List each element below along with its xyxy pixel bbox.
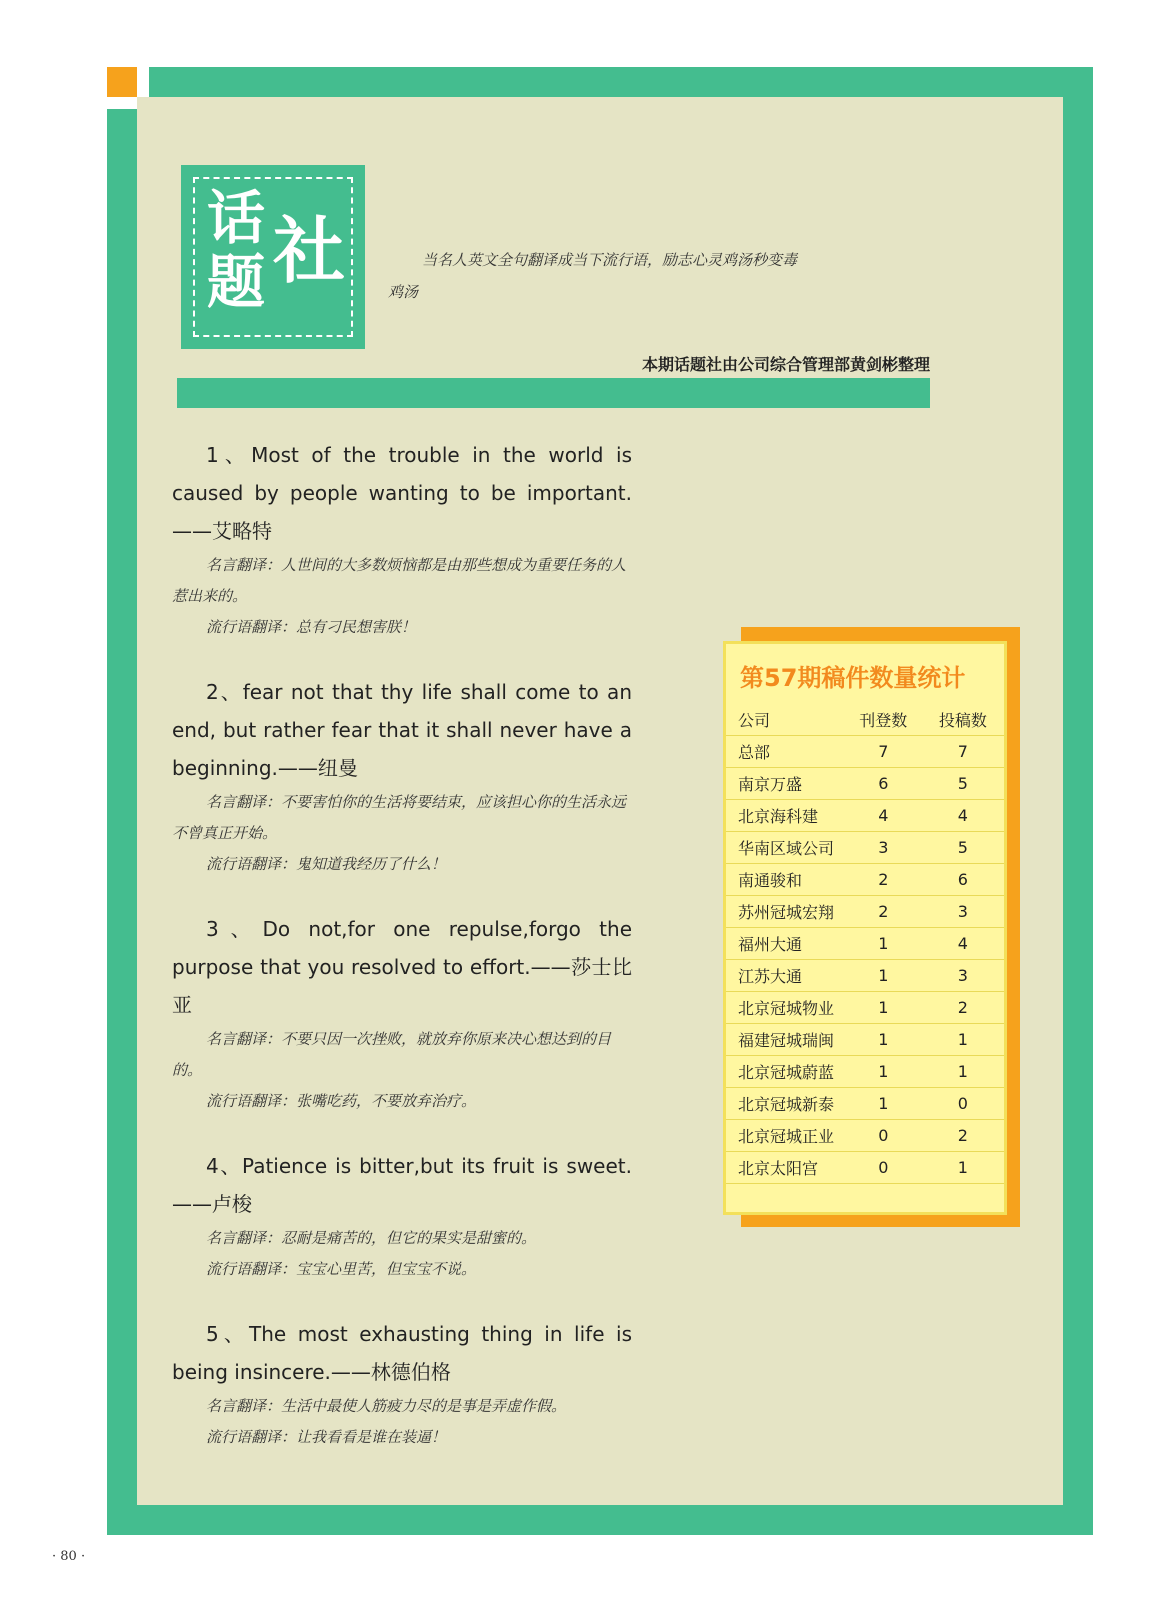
quote-item xyxy=(172,910,632,1117)
quote-item xyxy=(172,673,632,880)
stats-row xyxy=(726,960,1004,992)
cell-company: 南通骏和 xyxy=(726,864,845,896)
quote-english: 1、Most of the trouble in the world is caused by people wanting to be important.——艾略特 xyxy=(172,443,632,543)
stats-title: 第57期稿件数量统计 xyxy=(740,664,966,692)
cell-published: 4 xyxy=(845,800,922,832)
cell-submitted: 5 xyxy=(922,768,1004,800)
stats-row xyxy=(726,1024,1004,1056)
quote-item xyxy=(172,436,632,643)
cell-submitted: 7 xyxy=(922,736,1004,768)
stats-row xyxy=(726,736,1004,768)
quote-famous-translation: 名言翻译：忍耐是痛苦的，但它的果实是甜蜜的。 xyxy=(206,1229,537,1247)
cell-published: 2 xyxy=(845,896,922,928)
cell-submitted: 1 xyxy=(922,1152,1004,1184)
cell-published: 1 xyxy=(845,1024,922,1056)
cell-published: 7 xyxy=(845,736,922,768)
cell-submitted: 0 xyxy=(922,1088,1004,1120)
cell-published: 1 xyxy=(845,960,922,992)
cell-company: 福建冠城瑞闽 xyxy=(726,1024,845,1056)
cell-published: 0 xyxy=(845,1120,922,1152)
header-company: 公司 xyxy=(726,704,845,736)
cell-company: 北京冠城新泰 xyxy=(726,1088,845,1120)
cell-submitted: 3 xyxy=(922,896,1004,928)
cell-published: 3 xyxy=(845,832,922,864)
header-divider-bar xyxy=(177,378,930,408)
cell-company: 总部 xyxy=(726,736,845,768)
stats-row xyxy=(726,1152,1004,1184)
header-published: 刊登数 xyxy=(845,704,922,736)
intro-text: 当名人英文全句翻译成当下流行语，励志心灵鸡汤秒变毒鸡汤 xyxy=(388,251,798,301)
page-number: · 80 · xyxy=(52,1549,86,1564)
quote-famous-translation: 名言翻译：人世间的大多数烦恼都是由那些想成为重要任务的人惹出来的。 xyxy=(172,556,627,605)
cell-submitted: 5 xyxy=(922,832,1004,864)
quote-famous-translation: 名言翻译：不要只因一次挫败，就放弃你原来决心想达到的目的。 xyxy=(172,1030,612,1079)
cell-published: 1 xyxy=(845,1056,922,1088)
cell-company: 苏州冠城宏翔 xyxy=(726,896,845,928)
stats-row xyxy=(726,928,1004,960)
header-submitted: 投稿数 xyxy=(922,704,1004,736)
cell-submitted: 2 xyxy=(922,1120,1004,1152)
cell-published: 0 xyxy=(845,1152,922,1184)
cell-company: 福州大通 xyxy=(726,928,845,960)
cell-submitted: 2 xyxy=(922,992,1004,1024)
cell-company: 南京万盛 xyxy=(726,768,845,800)
quote-popular-translation: 流行语翻译：总有刁民想害朕！ xyxy=(206,618,417,636)
quote-popular-translation: 流行语翻译：鬼知道我经历了什么！ xyxy=(206,855,447,873)
stats-row xyxy=(726,1120,1004,1152)
submission-stats-box xyxy=(723,641,1007,1215)
stats-row xyxy=(726,832,1004,864)
quote-famous-translation: 名言翻译：不要害怕你的生活将要结束，应该担心你的生活永远不曾真正开始。 xyxy=(172,793,627,842)
quote-english: 3、Do not,for one repulse,forgo the purpose that you resolved to effort.——莎士比亚 xyxy=(172,917,632,1017)
corner-gap xyxy=(137,67,149,97)
cell-published: 1 xyxy=(845,992,922,1024)
cell-published: 1 xyxy=(845,928,922,960)
quote-item xyxy=(172,1315,632,1453)
quote-popular-translation: 流行语翻译：宝宝心里苦，但宝宝不说。 xyxy=(206,1260,477,1278)
cell-published: 2 xyxy=(845,864,922,896)
quote-list xyxy=(172,436,632,1483)
stats-row xyxy=(726,768,1004,800)
stats-table xyxy=(726,704,1004,1184)
cell-submitted: 1 xyxy=(922,1024,1004,1056)
quote-item xyxy=(172,1147,632,1285)
logo-char-hua: 话 xyxy=(207,184,266,252)
cell-company: 北京冠城正业 xyxy=(726,1120,845,1152)
cell-submitted: 4 xyxy=(922,800,1004,832)
quote-popular-translation: 流行语翻译：让我看看是谁在装逼！ xyxy=(206,1428,447,1446)
cell-published: 6 xyxy=(845,768,922,800)
cell-submitted: 3 xyxy=(922,960,1004,992)
stats-row xyxy=(726,896,1004,928)
quote-english: 2、fear not that thy life shall come to an end, but rather fear that it shall never have a beginning.——纽曼 xyxy=(172,680,632,780)
cell-company: 华南区域公司 xyxy=(726,832,845,864)
quote-popular-translation: 流行语翻译：张嘴吃药，不要放弃治疗。 xyxy=(206,1092,477,1110)
cell-submitted: 1 xyxy=(922,1056,1004,1088)
quote-english: 5、The most exhausting thing in life is being insincere.——林德伯格 xyxy=(172,1322,632,1384)
stats-row xyxy=(726,1088,1004,1120)
quote-famous-translation: 名言翻译：生活中最使人筋疲力尽的是事是弄虚作假。 xyxy=(206,1397,567,1415)
corner-gap xyxy=(107,97,137,109)
cell-company: 江苏大通 xyxy=(726,960,845,992)
quote-english: 4、Patience is bitter,but its fruit is sweet.——卢梭 xyxy=(172,1154,632,1216)
stats-row xyxy=(726,992,1004,1024)
cell-published: 1 xyxy=(845,1088,922,1120)
stats-row xyxy=(726,1056,1004,1088)
cell-submitted: 4 xyxy=(922,928,1004,960)
logo-char-she: 社 xyxy=(273,208,346,293)
cell-company: 北京冠城物业 xyxy=(726,992,845,1024)
cell-company: 北京冠城蔚蓝 xyxy=(726,1056,845,1088)
cell-submitted: 6 xyxy=(922,864,1004,896)
cell-company: 北京海科建 xyxy=(726,800,845,832)
cell-company: 北京太阳宫 xyxy=(726,1152,845,1184)
credit-line: 本期话题社由公司综合管理部黄剑彬整理 xyxy=(641,355,930,374)
stats-row xyxy=(726,800,1004,832)
section-logo xyxy=(181,165,365,349)
orange-corner-square xyxy=(107,67,137,97)
stats-row xyxy=(726,864,1004,896)
logo-char-ti: 题 xyxy=(207,248,266,316)
stats-header-row xyxy=(726,704,1004,736)
